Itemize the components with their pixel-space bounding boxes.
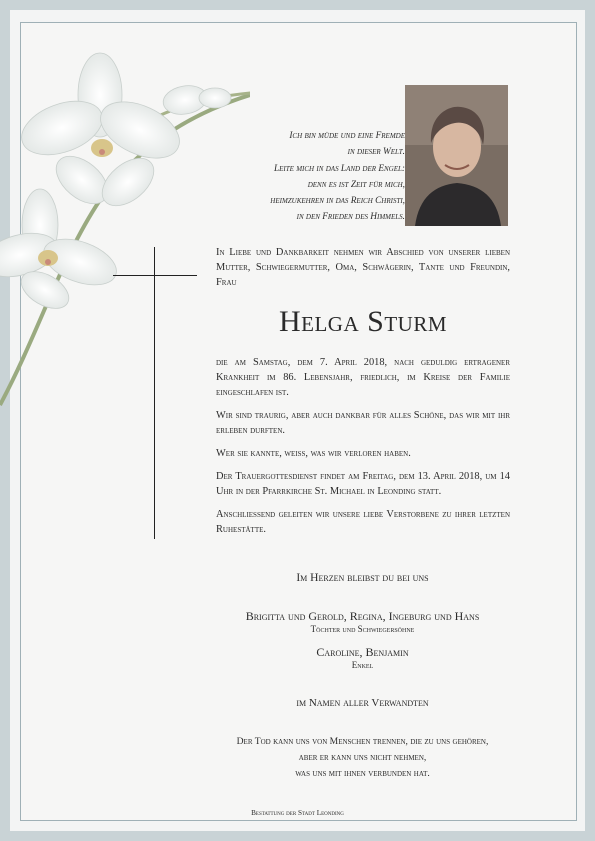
cross-vertical xyxy=(154,247,155,539)
intro-text xyxy=(216,245,510,298)
mourners-group-2 xyxy=(200,645,525,670)
main-text xyxy=(216,355,510,545)
poem-line: denn es ist Zeit für mich, xyxy=(307,179,405,190)
footer-funeral-home: Bestattung der Stadt Leonding xyxy=(251,809,344,817)
poem-line: in dieser Welt. xyxy=(347,147,405,158)
deceased-name: Helga Sturm xyxy=(278,305,447,338)
paragraph: Wer sie kannte, weiss, was wir verloren haben. xyxy=(216,448,411,459)
quote-line: aber er kann uns nicht nehmen, xyxy=(298,752,427,763)
intro-paragraph: In Liebe und Dankbarkeit nehmen wir Abschied von unserer lieben Mutter, Schwiegermutter, Oma, Schwägerin, Tante und Freundin, Frau xyxy=(216,247,510,288)
poem-line: Leite mich in das Land der Engel: xyxy=(273,163,405,174)
paragraph: Der Trauergottesdienst findet am Freitag, dem 13. April 2018, um 14 Uhr in der Pfarrkirche St. Michael in Leonding statt. xyxy=(216,471,510,497)
paragraph: Anschliessend geleiten wir unsere liebe Verstorbene zu ihrer letzten Ruhestätte. xyxy=(216,509,510,535)
mourner-names: Brigitta und Gerold, Regina, Ingeburg und Hans xyxy=(245,609,480,623)
mourner-role: Töchter und Schwiegersöhne xyxy=(310,624,415,634)
mourner-role: Enkel xyxy=(351,660,374,670)
mourners-group-1 xyxy=(200,609,525,634)
poem-line: heimzukehren in das Reich Christi, xyxy=(270,196,405,207)
quote-line: was uns mit ihnen verbunden hat. xyxy=(295,768,430,779)
quote-line: Der Tod kann uns von Menschen trennen, die zu uns gehören, xyxy=(236,736,489,747)
paragraph: Wir sind traurig, aber auch dankbar für alles Schöne, das wir mit ihr erleben durften. xyxy=(216,410,510,436)
poem-line: Ich bin müde und eine Fremde xyxy=(289,131,405,141)
mourner-names: Caroline, Benjamin xyxy=(316,645,409,659)
heart-line: Im Herzen bleibst du bei uns xyxy=(296,572,429,584)
poem-line: in den Frieden des Himmels. xyxy=(296,212,405,223)
paragraph: die am Samstag, dem 7. April 2018, nach geduldig ertragener Krankheit im 86. Lebensjahr, friedlich, im Kreise der Familie eingeschlafen ist. xyxy=(216,357,510,398)
cross-horizontal xyxy=(113,275,197,276)
closing-quote xyxy=(200,734,525,782)
relatives-line: im Namen aller Verwandten xyxy=(296,697,429,709)
portrait-photo xyxy=(405,85,508,226)
poem xyxy=(205,128,405,226)
